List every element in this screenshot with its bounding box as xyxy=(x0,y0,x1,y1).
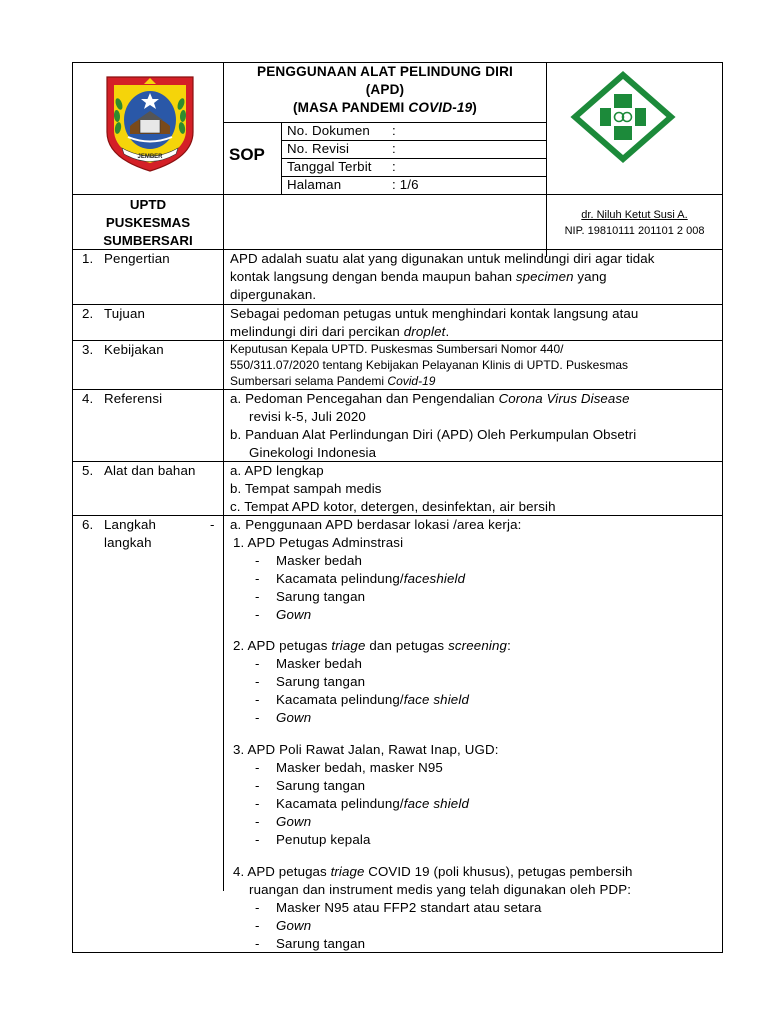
title-line-1: PENGGUNAAN ALAT PELINDUNG DIRI xyxy=(257,64,513,79)
sop-document xyxy=(72,62,723,953)
unit-name xyxy=(73,196,223,250)
list-item: Sarung tangan xyxy=(276,674,366,689)
bullet-dash: - xyxy=(255,760,260,775)
meta-value-no-revisi: : xyxy=(392,141,396,156)
list-item: Kacamata pelindung/faceshield xyxy=(276,571,466,586)
bullet-dash: - xyxy=(255,796,260,811)
section-2-text-line-2: melindungi diri dari percikan droplet. xyxy=(230,324,450,339)
label-column-divider xyxy=(223,63,224,891)
section-6-label-line-2: langkah xyxy=(104,535,152,550)
reference-a-line-1: a. Pedoman Pencegahan dan Pengendalian Corona Virus Disease xyxy=(230,391,630,406)
meta-label-halaman: Halaman xyxy=(287,177,342,192)
reference-b-line-1: b. Panduan Alat Perlindungan Diri (APD) Oleh Perkumpulan Obsetri xyxy=(230,427,637,442)
section-2-label: Tujuan xyxy=(104,306,146,321)
document-title xyxy=(224,63,546,117)
list-item: Gown xyxy=(276,710,312,725)
bullet-dash: - xyxy=(255,900,260,915)
unit-line-1: UPTD xyxy=(129,197,167,212)
bullet-dash: - xyxy=(255,814,260,829)
sop-label: SOP xyxy=(229,145,265,164)
list-item: a. APD lengkap xyxy=(230,463,324,478)
unit-line-2: PUSKESMAS xyxy=(105,215,191,230)
list-item: Masker N95 atau FFP2 standart atau setara xyxy=(276,900,542,915)
section-3-text-line-2: 550/311.07/2020 tentang Kebijakan Pelayanan Klinis di UPTD. Puskesmas xyxy=(230,358,629,372)
group-2-title: 2. APD petugas triage dan petugas screening: xyxy=(233,638,511,653)
signer-name: dr. Niluh Ketut Susi A. xyxy=(581,209,688,221)
bullet-dash: - xyxy=(255,832,260,847)
section-2-text-line-1: Sebagai pedoman petugas untuk menghindari kontak langsung atau xyxy=(230,306,639,321)
section-4-label: Referensi xyxy=(104,391,163,406)
list-item: Sarung tangan xyxy=(276,778,366,793)
list-item: Kacamata pelindung/face shield xyxy=(276,796,470,811)
list-item: Penutup kepala xyxy=(276,832,371,847)
meta-value-tanggal-terbit: : xyxy=(392,159,396,174)
list-item: c. Tempat APD kotor, detergen, desinfektan, air bersih xyxy=(230,499,556,514)
section-1-label: Pengertian xyxy=(104,251,170,266)
jember-regency-logo xyxy=(104,74,196,174)
bullet-dash: - xyxy=(255,571,260,586)
meta-label-tanggal-terbit: Tanggal Terbit xyxy=(287,159,372,174)
bullet-dash: - xyxy=(255,710,260,725)
bullet-dash: - xyxy=(255,674,260,689)
section-6-label-dash: - xyxy=(210,517,215,532)
title-divider xyxy=(223,122,546,123)
reference-a-line-2: revisi k-5, Juli 2020 xyxy=(249,409,366,424)
section-4-number: 4. xyxy=(82,391,94,406)
logo-banner-text: JEMBER xyxy=(137,154,163,160)
section-1-number: 1. xyxy=(82,251,94,266)
list-item: Masker bedah, masker N95 xyxy=(276,760,443,775)
puskesmas-logo xyxy=(569,69,677,165)
list-item: Masker bedah xyxy=(276,553,363,568)
group-3-title: 3. APD Poli Rawat Jalan, Rawat Inap, UGD: xyxy=(233,742,499,757)
group-1-title: 1. APD Petugas Adminstrasi xyxy=(233,535,404,550)
signer-nip: NIP. 19810111 201101 2 008 xyxy=(564,225,705,237)
section-1-text-line-3: dipergunakan. xyxy=(230,287,317,302)
meta-label-no-dokumen: No. Dokumen xyxy=(287,123,370,138)
signature-block xyxy=(547,207,722,239)
meta-value-halaman: : 1/6 xyxy=(392,177,419,192)
section-2-number: 2. xyxy=(82,306,94,321)
bullet-dash: - xyxy=(255,936,260,951)
section-6-number: 6. xyxy=(82,517,94,532)
bullet-dash: - xyxy=(255,607,260,622)
bullet-dash: - xyxy=(255,778,260,793)
list-item: b. Tempat sampah medis xyxy=(230,481,382,496)
section-3-text-line-1: Keputusan Kepala UPTD. Puskesmas Sumbersari Nomor 440/ xyxy=(230,342,564,356)
list-item: Masker bedah xyxy=(276,656,363,671)
section-3-label: Kebijakan xyxy=(104,342,164,357)
title-line-3: (MASA PANDEMI COVID-19) xyxy=(293,100,477,115)
list-item: Gown xyxy=(276,814,312,829)
section-3-text-line-3: Sumbersari selama Pandemi Covid-19 xyxy=(230,374,436,388)
group-4-title-line-1: 4. APD petugas triage COVID 19 (poli khusus), petugas pembersih xyxy=(233,864,633,879)
bullet-dash: - xyxy=(255,656,260,671)
bullet-dash: - xyxy=(255,553,260,568)
section-3-number: 3. xyxy=(82,342,94,357)
group-4-title-line-2: ruangan dan instrument medis yang telah digunakan oleh PDP: xyxy=(249,882,632,897)
steps-intro: a. Penggunaan APD berdasar lokasi /area kerja: xyxy=(230,517,522,532)
section-1-text-line-2: kontak langsung dengan benda maupun bahan specimen yang xyxy=(230,269,607,284)
section-1-text-line-1: APD adalah suatu alat yang digunakan untuk melindungi diri agar tidak xyxy=(230,251,655,266)
bullet-dash: - xyxy=(255,692,260,707)
list-item: Gown xyxy=(276,918,312,933)
reference-b-line-2: Ginekologi Indonesia xyxy=(249,445,377,460)
list-item: Kacamata pelindung/face shield xyxy=(276,692,470,707)
bullet-dash: - xyxy=(255,918,260,933)
list-item: Sarung tangan xyxy=(276,589,366,604)
list-item: Gown xyxy=(276,607,312,622)
meta-label-no-revisi: No. Revisi xyxy=(287,141,350,156)
header-divider xyxy=(73,194,722,195)
list-item: Sarung tangan xyxy=(276,936,366,951)
section-5-label: Alat dan bahan xyxy=(104,463,196,478)
title-line-2: (APD) xyxy=(365,82,405,97)
section-6-label-line-1: Langkah xyxy=(104,517,157,532)
unit-line-3: SUMBERSARI xyxy=(103,233,193,248)
section-5-number: 5. xyxy=(82,463,94,478)
meta-value-no-dokumen: : xyxy=(392,123,396,138)
bullet-dash: - xyxy=(255,589,260,604)
